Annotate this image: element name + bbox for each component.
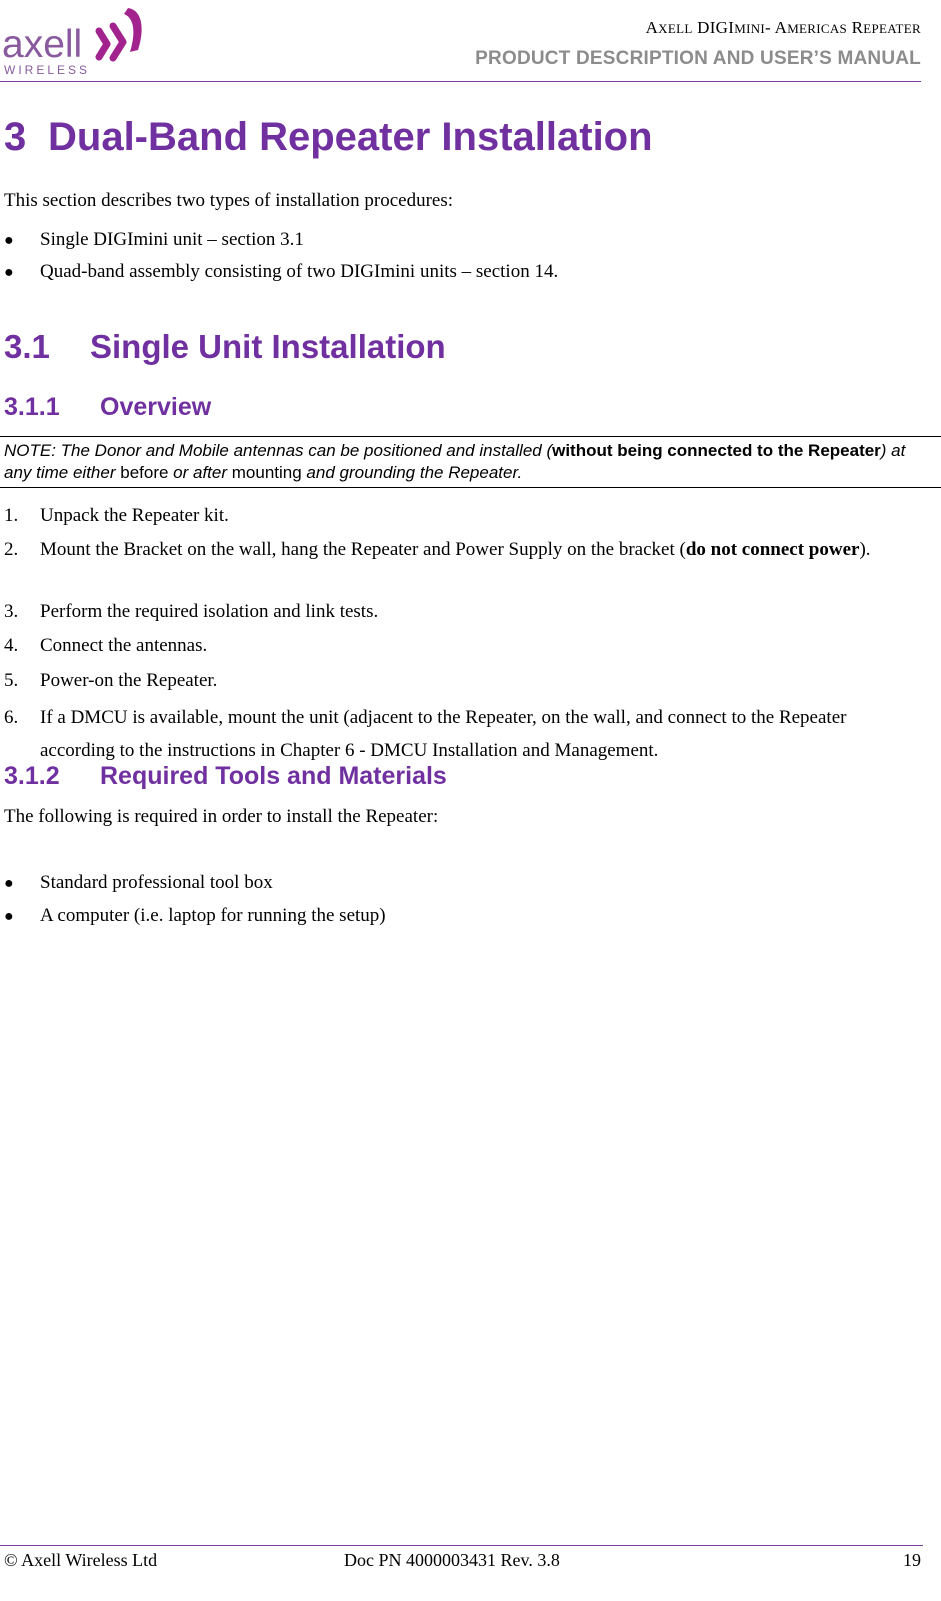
axell-wireless-logo xyxy=(2,2,152,78)
footer-divider xyxy=(0,1545,923,1546)
header-divider xyxy=(0,81,921,82)
list-item: ● Single DIGImini unit – section 3.1 xyxy=(4,229,304,250)
logo-name: axell xyxy=(2,23,83,66)
running-header xyxy=(475,18,921,70)
header-title-line1: AXELL DIGIMINI- AMERICAS REPEATER xyxy=(645,18,921,37)
step-item: 1. Unpack the Repeater kit. xyxy=(4,505,229,526)
logo-sub: WIRELESS xyxy=(4,63,91,77)
tools-intro-text: The following is required in order to install the Repeater: xyxy=(4,806,439,827)
section-heading: 3.1 Single Unit Installation xyxy=(4,328,446,365)
subsection-heading-overview: 3.1.1 Overview xyxy=(4,393,212,421)
list-item: ● Standard professional tool box xyxy=(4,872,273,893)
step-item: 5. Power-on the Repeater. xyxy=(4,670,218,691)
note-box: NOTE: The Donor and Mobile antennas can be positioned and installed (without being connected to the Repeater) at any time either before or after mounting and grounding the Repeater. xyxy=(0,436,941,488)
header-title-line2: PRODUCT DESCRIPTION AND USER’S MANUAL xyxy=(475,48,921,69)
footer-copyright: © Axell Wireless Ltd xyxy=(4,1550,158,1570)
step-item: 3. Perform the required isolation and link tests. xyxy=(4,601,379,622)
chapter-heading: 3 Dual-Band Repeater Installation xyxy=(4,115,653,159)
step-item: 2. Mount the Bracket on the wall, hang the Repeater and Power Supply on the bracket (do not connect power). xyxy=(4,539,871,560)
list-item: ● A computer (i.e. laptop for running the setup) xyxy=(4,905,386,926)
intro-text: This section describes two types of installation procedures: xyxy=(4,190,454,211)
step-item: 6. If a DMCU is available, mount the unit (adjacent to the Repeater, on the wall, and connect to the Repeater according to the instructions in Chapter 6 - DMCU Installation and Management. xyxy=(4,707,847,761)
footer-doc-number: Doc PN 4000003431 Rev. 3.8 xyxy=(344,1550,560,1570)
list-item: ● Quad-band assembly consisting of two DIGImini units – section 14. xyxy=(4,261,559,282)
step-item: 4. Connect the antennas. xyxy=(4,635,208,656)
subsection-heading-tools: 3.1.2 Required Tools and Materials xyxy=(4,762,447,790)
footer-page-number: 19 xyxy=(903,1550,921,1570)
